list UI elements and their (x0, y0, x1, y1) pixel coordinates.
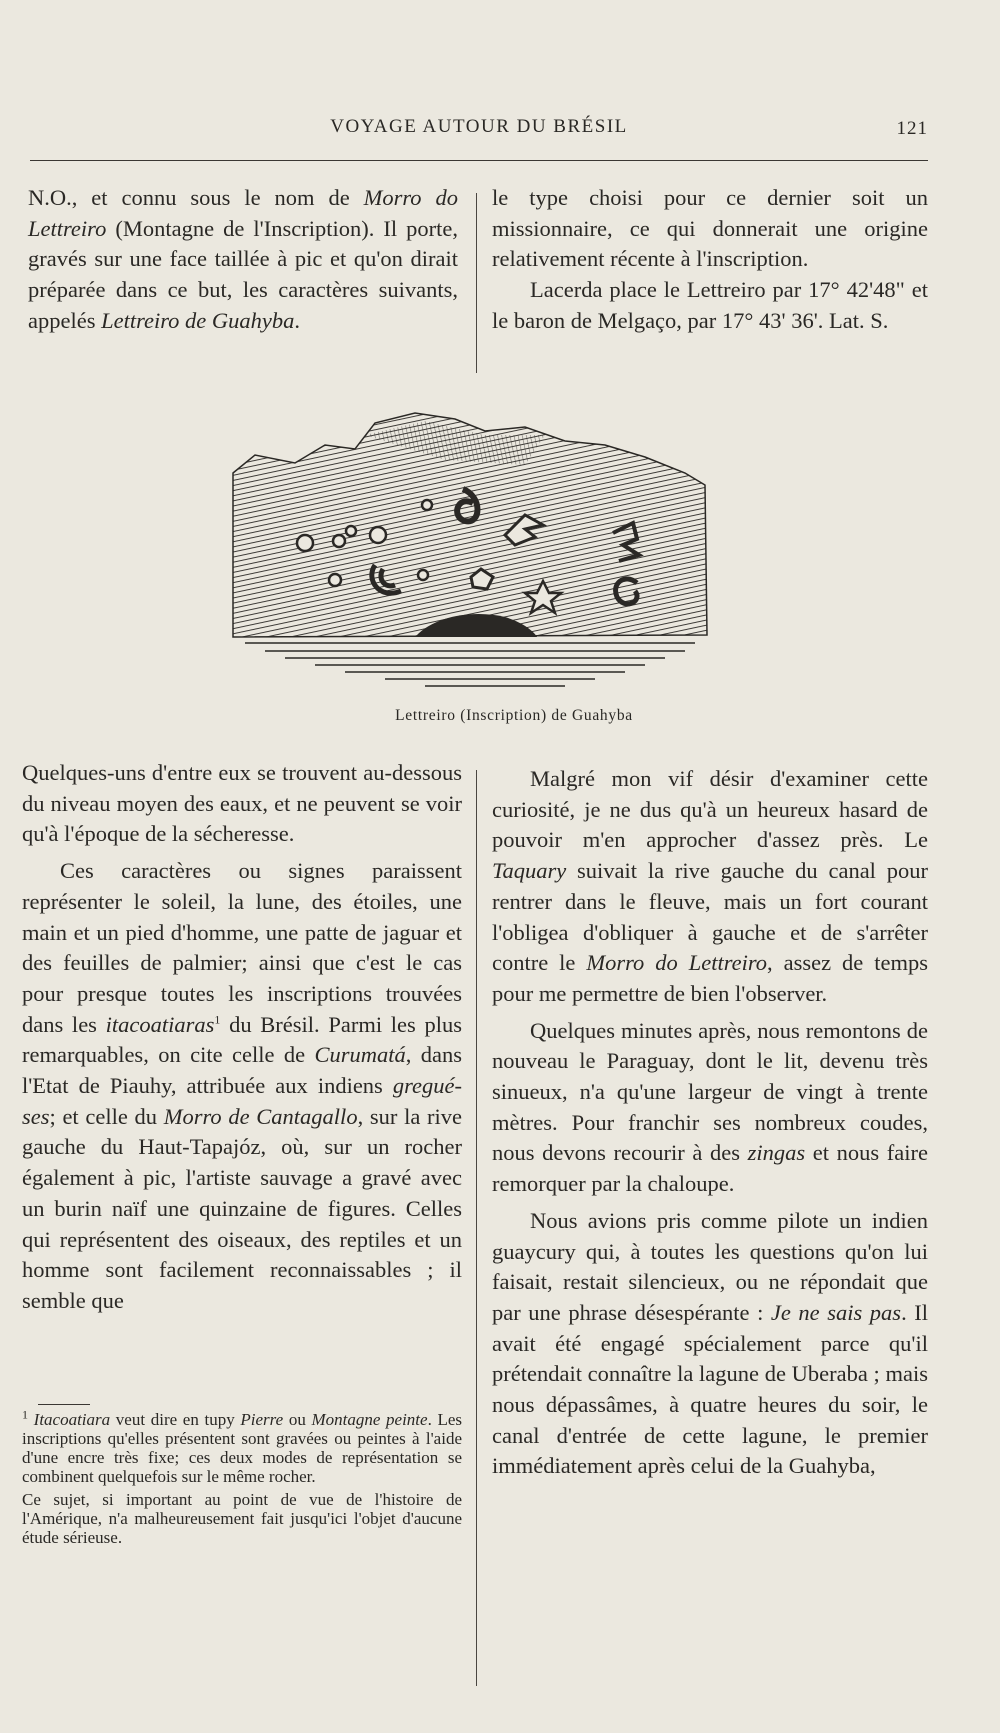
engraving-illustration (225, 405, 715, 695)
footnote: $^1$ Itacoatiara veut dire en tupy Pierre ou Montagne peinte. Les inscriptions qu'elles présentent sont gravées ou peintes à l'aide d'une encre très fixe; ces deux modes de représentation se combinent quelquefois sur le même rocher. (22, 1407, 463, 1486)
paragraph: le type choisi pour ce dernier soit un missionnaire, ce qui donnerait une origine relativement récente à l'inscription. (492, 185, 928, 272)
bottom-left-column (22, 758, 462, 1317)
paragraph: N.O., et connu sous le nom de Morro do Lettreiro (Montagne de l'Inscription). Il porte, gravés sur une face taillée à pic et qu'on dirait préparée dans ce but, les caractères suivants, appelés Lettreiro de Guahyba. (28, 185, 458, 333)
page-header (30, 112, 928, 142)
column-divider (476, 770, 477, 1686)
paragraph: Quelques minutes après, nous remontons de nouveau le Paraguay, dont le lit, devenu très sinueux, n'a qu'une largeur de vingt à trente mètres. Pour franchir ses nombreux coudes, nous devons recourir à des zingas et nous faire remorquer par la chaloupe. (492, 1017, 928, 1197)
paragraph: Nous avions pris comme pilote un indien guaycury qui, à toutes les questions qu'on lui faisait, restait silencieux, ou ne répondait que par une phrase désespérante : Je ne sais pas. Il avait été engagé spécialement parce qu'il prétendait connaître la lagune de Uberaba ; mais nous dépassâmes, à quatre heures du soir, le canal d'entrée de cette lagune, le premier immédiatement après celui de la Guahyba, (492, 1207, 928, 1479)
page-number: 121 (896, 118, 928, 139)
paragraph: Ces caractères ou signes paraissent représenter le soleil, la lune, des étoiles, une main et un pied d'homme, une patte de jaguar et des feuilles de palmier; ainsi que c'est le cas pour presque toutes les inscriptions trouvées dans les itacoatiaras$^1$ du Brésil. Parmi les plus remarquables, on cite celle de Curumatá, dans l'Etat de Piauhy, attribuée aux indiens gregué-ses; et celle du Morro de Cantagallo, sur la rive gauche du Haut-Tapajóz, où, sur un rocher également à pic, l'artiste sauvage a gravé avec un burin naïf une quinzaine de figures. Celles qui représentent des oiseaux, des reptiles et un homme sont facilement reconnaissables ; il semble que (22, 858, 463, 1313)
rock-inscription-engraving (225, 405, 715, 695)
paragraph: Quelques-uns d'entre eux se trouvent au-dessous du niveau moyen des eaux, et ne peuvent se voir qu'à l'époque de la sécheresse. (22, 760, 462, 847)
footnote-rule (38, 1404, 90, 1405)
bottom-right-column (492, 764, 928, 1482)
header-rule (30, 160, 928, 161)
figure-caption: Lettreiro (Inscription) de Guahyba (395, 707, 633, 724)
paragraph: Lacerda place le Lettreiro par 17° 42'48" et le baron de Melgaço, par 17° 43' 36'. Lat. S. (492, 277, 928, 333)
footnotes (22, 1407, 463, 1551)
paragraph: Malgré mon vif désir d'examiner cette curiosité, je ne dus qu'à un heureux hasard de pouvoir m'en approcher d'assez près. Le Taquary suivait la rive gauche du canal pour rentrer dans le fleuve, mais un fort courant l'obligea d'obliquer à gauche et de s'arrêter contre le Morro do Lettreiro, assez de temps pour me permettre de bien l'observer. (492, 766, 928, 1006)
running-title: VOYAGE AUTOUR DU BRÉSIL (330, 116, 628, 137)
column-divider (476, 193, 477, 373)
top-left-column (28, 183, 458, 337)
footnote: Ce sujet, si important au point de vue de l'histoire de l'Amérique, n'a malheureusement fait jusqu'ici l'objet d'aucune étude sérieuse. (22, 1490, 462, 1547)
top-right-column (492, 183, 928, 337)
